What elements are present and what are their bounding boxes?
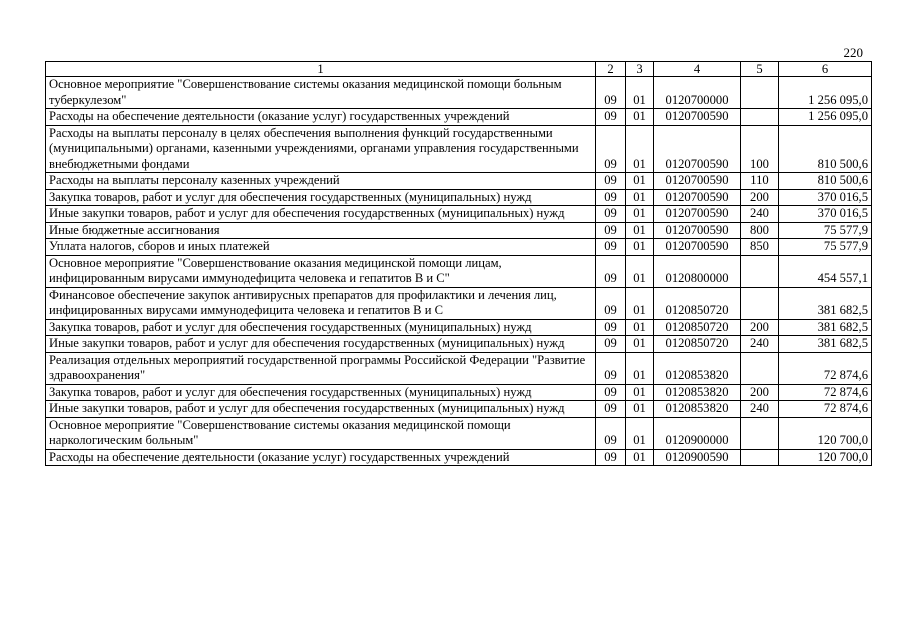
cell-amount: 381 682,5 xyxy=(779,336,872,353)
cell-section: 09 xyxy=(596,222,626,239)
cell-name: Основное мероприятие "Совершенствование оказания медицинской помощи лицам, инфицированным вирусами иммунодефицита человека и гепатитов B и C" xyxy=(46,255,596,287)
table-row xyxy=(46,336,872,353)
cell-target-article: 0120800000 xyxy=(654,255,741,287)
cell-target-article: 0120700590 xyxy=(654,189,741,206)
cell-target-article: 0120900000 xyxy=(654,417,741,449)
cell-section: 09 xyxy=(596,173,626,190)
cell-target-article: 0120700590 xyxy=(654,239,741,256)
cell-name: Иные закупки товаров, работ и услуг для обеспечения государственных (муниципальных) нужд xyxy=(46,401,596,418)
cell-amount: 75 577,9 xyxy=(779,239,872,256)
cell-target-article: 0120850720 xyxy=(654,336,741,353)
cell-amount: 810 500,6 xyxy=(779,125,872,173)
table-row xyxy=(46,255,872,287)
cell-name: Финансовое обеспечение закупок антивирусных препаратов для профилактики и лечения лиц, инфицированных вирусами иммунодефицита человека и гепатитов B и C xyxy=(46,287,596,319)
cell-subsection: 01 xyxy=(626,384,654,401)
cell-target-article: 0120853820 xyxy=(654,401,741,418)
table-row xyxy=(46,109,872,126)
cell-expense-type xyxy=(741,109,779,126)
cell-subsection: 01 xyxy=(626,206,654,223)
cell-section: 09 xyxy=(596,206,626,223)
cell-amount: 381 682,5 xyxy=(779,319,872,336)
cell-name: Основное мероприятие "Совершенствование системы оказания медицинской помощи больным туберкулезом" xyxy=(46,77,596,109)
cell-name: Расходы на выплаты персоналу в целях обеспечения выполнения функций государственными (муниципальными) органами, казенными учреждениями, органами управления государственными внебюджетными фондами xyxy=(46,125,596,173)
cell-expense-type: 800 xyxy=(741,222,779,239)
cell-subsection: 01 xyxy=(626,125,654,173)
cell-amount: 454 557,1 xyxy=(779,255,872,287)
table-row xyxy=(46,401,872,418)
header-col-vr: 5 xyxy=(741,62,779,77)
cell-subsection: 01 xyxy=(626,401,654,418)
cell-name: Реализация отдельных мероприятий государственной программы Российской Федерации "Развитие здравоохранения" xyxy=(46,352,596,384)
cell-subsection: 01 xyxy=(626,319,654,336)
cell-amount: 72 874,6 xyxy=(779,352,872,384)
cell-amount: 1 256 095,0 xyxy=(779,77,872,109)
cell-name: Закупка товаров, работ и услуг для обеспечения государственных (муниципальных) нужд xyxy=(46,319,596,336)
cell-target-article: 0120700590 xyxy=(654,173,741,190)
table-row xyxy=(46,189,872,206)
cell-expense-type: 200 xyxy=(741,384,779,401)
cell-target-article: 0120700590 xyxy=(654,206,741,223)
table-row xyxy=(46,417,872,449)
header-row xyxy=(46,62,872,77)
cell-target-article: 0120900590 xyxy=(654,449,741,466)
cell-amount: 381 682,5 xyxy=(779,287,872,319)
cell-name: Иные бюджетные ассигнования xyxy=(46,222,596,239)
cell-amount: 810 500,6 xyxy=(779,173,872,190)
table-row xyxy=(46,239,872,256)
cell-subsection: 01 xyxy=(626,189,654,206)
cell-target-article: 0120700590 xyxy=(654,125,741,173)
cell-expense-type: 200 xyxy=(741,189,779,206)
cell-subsection: 01 xyxy=(626,417,654,449)
cell-expense-type: 200 xyxy=(741,319,779,336)
cell-expense-type xyxy=(741,352,779,384)
cell-target-article: 0120850720 xyxy=(654,287,741,319)
cell-expense-type xyxy=(741,287,779,319)
cell-subsection: 01 xyxy=(626,255,654,287)
cell-subsection: 01 xyxy=(626,77,654,109)
header-col-name: 1 xyxy=(46,62,596,77)
cell-name: Расходы на обеспечение деятельности (оказание услуг) государственных учреждений xyxy=(46,449,596,466)
cell-subsection: 01 xyxy=(626,239,654,256)
cell-expense-type xyxy=(741,449,779,466)
cell-name: Закупка товаров, работ и услуг для обеспечения государственных (муниципальных) нужд xyxy=(46,384,596,401)
cell-section: 09 xyxy=(596,449,626,466)
table-row xyxy=(46,449,872,466)
cell-amount: 370 016,5 xyxy=(779,206,872,223)
table-row xyxy=(46,125,872,173)
cell-section: 09 xyxy=(596,189,626,206)
cell-name: Иные закупки товаров, работ и услуг для обеспечения государственных (муниципальных) нужд xyxy=(46,336,596,353)
cell-expense-type: 110 xyxy=(741,173,779,190)
cell-section: 09 xyxy=(596,401,626,418)
table-header xyxy=(46,62,872,77)
cell-section: 09 xyxy=(596,77,626,109)
cell-section: 09 xyxy=(596,109,626,126)
cell-amount: 120 700,0 xyxy=(779,449,872,466)
cell-subsection: 01 xyxy=(626,222,654,239)
header-col-sum: 6 xyxy=(779,62,872,77)
cell-section: 09 xyxy=(596,352,626,384)
cell-amount: 120 700,0 xyxy=(779,417,872,449)
table-row xyxy=(46,222,872,239)
cell-expense-type: 850 xyxy=(741,239,779,256)
cell-expense-type xyxy=(741,417,779,449)
cell-name: Иные закупки товаров, работ и услуг для обеспечения государственных (муниципальных) нужд xyxy=(46,206,596,223)
cell-subsection: 01 xyxy=(626,173,654,190)
cell-expense-type xyxy=(741,77,779,109)
table-row xyxy=(46,319,872,336)
cell-section: 09 xyxy=(596,239,626,256)
cell-target-article: 0120700590 xyxy=(654,109,741,126)
cell-name: Расходы на обеспечение деятельности (оказание услуг) государственных учреждений xyxy=(46,109,596,126)
cell-amount: 72 874,6 xyxy=(779,401,872,418)
table-body xyxy=(46,77,872,466)
cell-subsection: 01 xyxy=(626,352,654,384)
cell-target-article: 0120700590 xyxy=(654,222,741,239)
header-col-csr: 4 xyxy=(654,62,741,77)
cell-expense-type: 240 xyxy=(741,206,779,223)
cell-amount: 72 874,6 xyxy=(779,384,872,401)
cell-name: Расходы на выплаты персоналу казенных учреждений xyxy=(46,173,596,190)
cell-expense-type: 240 xyxy=(741,401,779,418)
cell-subsection: 01 xyxy=(626,449,654,466)
cell-target-article: 0120853820 xyxy=(654,384,741,401)
cell-section: 09 xyxy=(596,125,626,173)
table-row xyxy=(46,77,872,109)
cell-target-article: 0120850720 xyxy=(654,319,741,336)
cell-section: 09 xyxy=(596,417,626,449)
cell-subsection: 01 xyxy=(626,109,654,126)
cell-expense-type: 100 xyxy=(741,125,779,173)
page-number: 220 xyxy=(843,45,863,60)
cell-subsection: 01 xyxy=(626,336,654,353)
cell-name: Уплата налогов, сборов и иных платежей xyxy=(46,239,596,256)
cell-amount: 370 016,5 xyxy=(779,189,872,206)
table-row xyxy=(46,206,872,223)
table-row xyxy=(46,173,872,190)
header-col-rz: 2 xyxy=(596,62,626,77)
cell-name: Закупка товаров, работ и услуг для обеспечения государственных (муниципальных) нужд xyxy=(46,189,596,206)
cell-name: Основное мероприятие "Совершенствование системы оказания медицинской помощи наркологическим больным" xyxy=(46,417,596,449)
budget-table xyxy=(45,61,872,466)
table-row xyxy=(46,287,872,319)
table-row xyxy=(46,384,872,401)
cell-target-article: 0120700000 xyxy=(654,77,741,109)
cell-expense-type: 240 xyxy=(741,336,779,353)
cell-section: 09 xyxy=(596,287,626,319)
cell-subsection: 01 xyxy=(626,287,654,319)
header-col-pr: 3 xyxy=(626,62,654,77)
cell-section: 09 xyxy=(596,255,626,287)
cell-section: 09 xyxy=(596,319,626,336)
cell-expense-type xyxy=(741,255,779,287)
cell-target-article: 0120853820 xyxy=(654,352,741,384)
cell-amount: 1 256 095,0 xyxy=(779,109,872,126)
cell-section: 09 xyxy=(596,384,626,401)
cell-amount: 75 577,9 xyxy=(779,222,872,239)
table-row xyxy=(46,352,872,384)
cell-section: 09 xyxy=(596,336,626,353)
